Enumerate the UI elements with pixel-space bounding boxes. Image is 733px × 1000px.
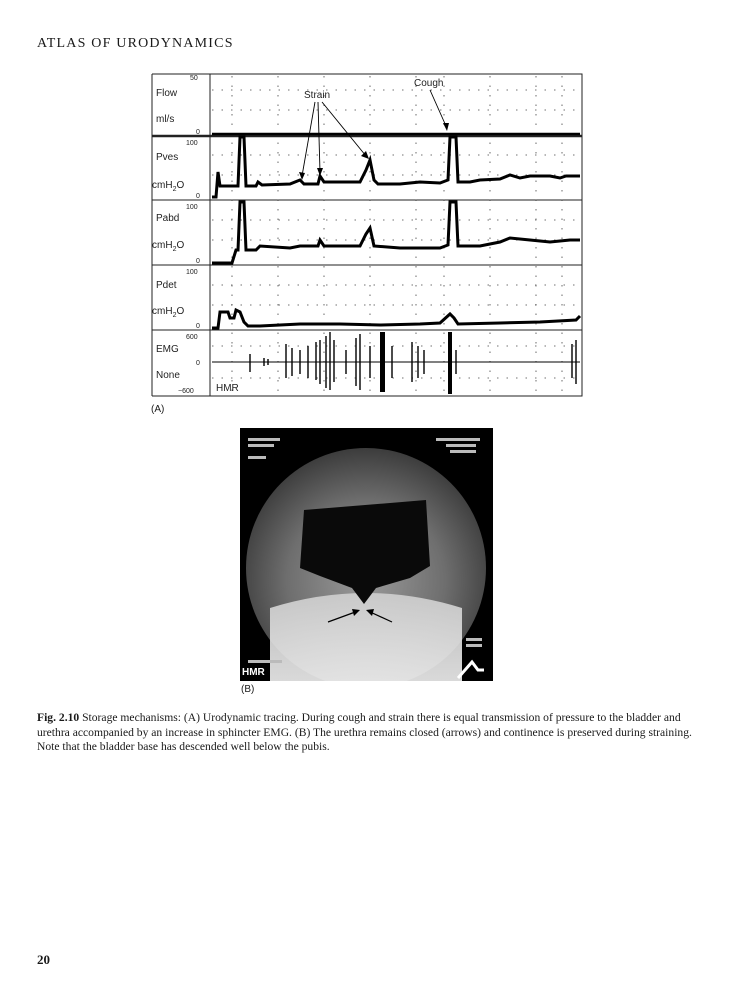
channel-name-pves: Pves	[156, 152, 179, 163]
figure-caption	[37, 711, 702, 755]
channel-unit-pabd: cmH$_2$O	[152, 240, 185, 253]
pves-min-tick: 0	[196, 193, 200, 200]
channel-unit-pdet: cmH$_2$O	[152, 306, 185, 319]
caption-label: Fig. 2.10	[37, 711, 80, 724]
channel-name-flow: Flow	[156, 88, 178, 99]
channel-unit-flow: ml/s	[156, 114, 175, 125]
strain-annotation: Strain	[304, 90, 331, 101]
page-number: 20	[37, 952, 50, 967]
emg-mid-tick: 0	[196, 360, 200, 367]
photo-badge: HMR	[242, 667, 265, 678]
panel-b-label: (B)	[241, 684, 255, 695]
running-head: ATLAS OF URODYNAMICS	[37, 36, 234, 51]
cough-annotation: Cough	[414, 78, 444, 89]
channel-name-emg: EMG	[156, 344, 179, 355]
pves-trace	[212, 137, 580, 197]
emg-trace	[212, 332, 580, 394]
pabd-max-tick: 100	[186, 204, 198, 211]
cough-arrowhead	[443, 123, 449, 131]
emg-min-tick: −600	[178, 388, 194, 395]
hmr-marker-label: HMR	[216, 383, 239, 394]
pdet-min-tick: 0	[196, 323, 200, 330]
pdet-trace	[212, 310, 580, 328]
pabd-min-tick: 0	[196, 258, 200, 265]
strain-arrows	[302, 102, 366, 176]
flow-max-tick: 50	[190, 75, 198, 82]
emg-max-tick: 600	[186, 334, 198, 341]
caption-text: Storage mechanisms: (A) Urodynamic tracing. During cough and strain there is equal transmission of pressure to the bladder and urethra accompanied by an increase in sphincter EMG. (B) The urethra remains closed (arrows) and continence is preserved during straining. Note that the bladder base has descended well below the pubis.	[37, 711, 692, 753]
urodynamic-tracing	[0, 0, 733, 420]
flow-min-tick: 0	[196, 129, 200, 136]
pabd-trace	[212, 202, 580, 263]
cystourethrogram-image	[240, 428, 493, 681]
channel-unit-emg: None	[156, 370, 180, 381]
channel-name-pabd: Pabd	[156, 213, 180, 224]
strain-arrowheads	[299, 151, 369, 180]
pves-max-tick: 100	[186, 140, 198, 147]
channel-name-pdet: Pdet	[156, 280, 177, 291]
channel-unit-pves: cmH$_2$O	[152, 180, 185, 193]
pdet-max-tick: 100	[186, 269, 198, 276]
panel-a-label: (A)	[151, 404, 165, 415]
xray-drawing	[240, 428, 493, 681]
tracing-frame	[210, 74, 582, 396]
